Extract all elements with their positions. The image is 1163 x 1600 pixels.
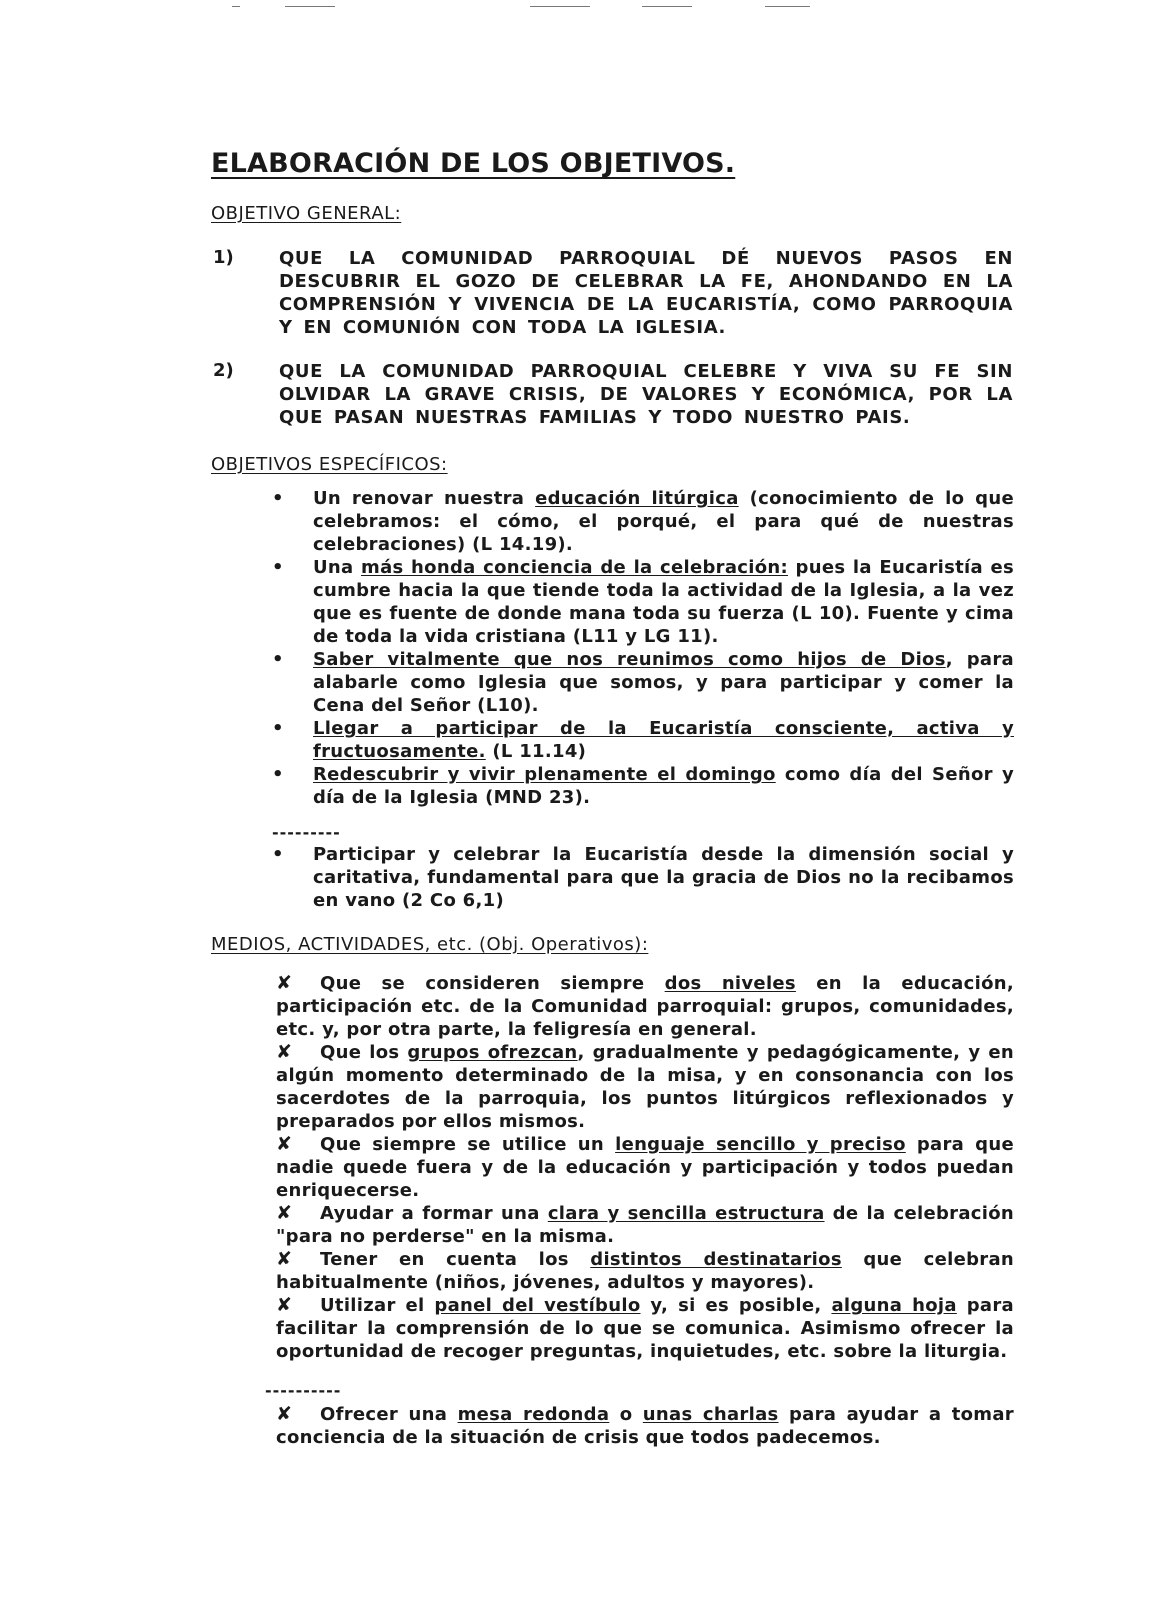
list-item: ✘ Tener en cuenta los distintos destinatarios que celebran habitualmente (niños, jóvenes, adultos y mayores). xyxy=(276,1248,1015,1293)
bullet-icon: • xyxy=(272,649,284,670)
separator: --------- xyxy=(272,823,341,842)
cross-mark-icon: ✘ xyxy=(276,1248,293,1270)
list-item: • Participar y celebrar la Eucaristía desde la dimensión social y caritativa, fundamental para que la gracia de Dios no la recibamos en vano (2 Co 6,1) xyxy=(272,844,1014,911)
cross-mark-icon: ✘ xyxy=(276,1202,293,1224)
item-text: QUE LA COMUNIDAD PARROQUIAL CELEBRE Y VIVA SU FE SIN OLVIDAR LA GRAVE CRISIS, DE VALORES Y ECONÓMICA, POR LA QUE PASAN NUESTRAS FAMILIAS Y TODO NUESTRO PAIS. xyxy=(279,361,1013,428)
scan-artifact xyxy=(642,6,692,7)
cross-mark-icon: ✘ xyxy=(276,1294,293,1316)
list-item: ✘ Que siempre se utilice un lenguaje sencillo y preciso para que nadie quede fuera y de la educación y participación y todos puedan enriquecerse. xyxy=(276,1133,1014,1201)
cross-mark-icon: ✘ xyxy=(276,1403,293,1425)
list-item: ✘ Ayudar a formar una clara y sencilla estructura de la celebración "para no perderse" en la misma. xyxy=(276,1202,1014,1247)
specific-objectives-heading: OBJETIVOS ESPECÍFICOS: xyxy=(211,454,448,475)
bullet-icon: • xyxy=(272,557,284,578)
general-objective-heading: OBJETIVO GENERAL: xyxy=(211,203,402,224)
item-text: QUE LA COMUNIDAD PARROQUIAL DÉ NUEVOS PASOS EN DESCUBRIR EL GOZO DE CELEBRAR LA FE, AHONDANDO EN LA COMPRENSIÓN Y VIVENCIA DE LA EUCARISTÍA, COMO PARROQUIA Y EN COMUNIÓN CON TODA LA IGLESIA. xyxy=(279,248,1013,338)
scan-artifact xyxy=(285,6,335,7)
list-item: • Redescubrir y vivir plenamente el domingo como día del Señor y día de la Iglesia (MND 23). xyxy=(272,764,1014,808)
cross-mark-icon: ✘ xyxy=(276,1133,293,1155)
scan-artifact xyxy=(530,6,590,7)
separator: ---------- xyxy=(265,1381,342,1400)
scan-artifact xyxy=(765,6,810,7)
operative-objectives-list xyxy=(276,972,1014,1363)
general-objective-item xyxy=(213,360,1013,429)
list-item: ✘ Que los grupos ofrezcan, gradualmente y pedagógicamente, y en algún momento determinado de la misa, y en consonancia con los sacerdotes de la parroquia, los puntos litúrgicos reflexionados y preparados por ellos mismos. xyxy=(276,1041,1014,1132)
cross-mark-icon: ✘ xyxy=(276,1041,293,1063)
list-item: • Una más honda conciencia de la celebración: pues la Eucaristía es cumbre hacia la que tiende toda la actividad de la Iglesia, a la vez que es fuente de donde mana toda su fuerza (L 10). Fuente y cima de toda la vida cristiana (L11 y LG 11). xyxy=(272,557,1015,647)
bullet-icon: • xyxy=(272,764,284,785)
general-objective-item xyxy=(213,247,1013,339)
list-item: ✘ Utilizar el panel del vestíbulo y, si es posible, alguna hoja para facilitar la comprensión de lo que se comunica. Asimismo ofrecer la oportunidad de recoger preguntas, inquietudes, etc. sobre la liturgia. xyxy=(276,1294,1015,1362)
list-item: ✘ Que se consideren siempre dos niveles en la educación, participación etc. de la Comunidad parroquial: grupos, comunidades, etc. y, por otra parte, la feligresía en general. xyxy=(276,972,1014,1040)
list-item: ✘ Ofrecer una mesa redonda o unas charlas para ayudar a tomar conciencia de la situación de crisis que todos padecemos. xyxy=(276,1403,1014,1448)
cross-mark-icon: ✘ xyxy=(276,972,293,994)
list-item: • Llegar a participar de la Eucaristía consciente, activa y fructuosamente. (L 11.14) xyxy=(272,718,1014,762)
bullet-icon: • xyxy=(272,488,284,509)
document-title: ELABORACIÓN DE LOS OBJETIVOS. xyxy=(211,148,736,179)
list-item: • Un renovar nuestra educación litúrgica (conocimiento de lo que celebramos: el cómo, el porqué, el para qué de nuestras celebraciones) (L 14.19). xyxy=(272,488,1014,555)
item-number: 1) xyxy=(213,247,234,268)
scan-artifact xyxy=(232,6,240,7)
specific-objectives-list xyxy=(272,487,1014,809)
item-number: 2) xyxy=(213,360,234,381)
bullet-icon: • xyxy=(272,844,284,865)
operative-objectives-extra xyxy=(276,1403,1014,1449)
specific-objectives-extra xyxy=(272,843,1014,912)
operative-objectives-heading: MEDIOS, ACTIVIDADES, etc. (Obj. Operativos): xyxy=(211,934,649,955)
bullet-icon: • xyxy=(272,718,284,739)
list-item: • Saber vitalmente que nos reunimos como hijos de Dios, para alabarle como Iglesia que somos, y para participar y comer la Cena del Señor (L10). xyxy=(272,649,1014,716)
